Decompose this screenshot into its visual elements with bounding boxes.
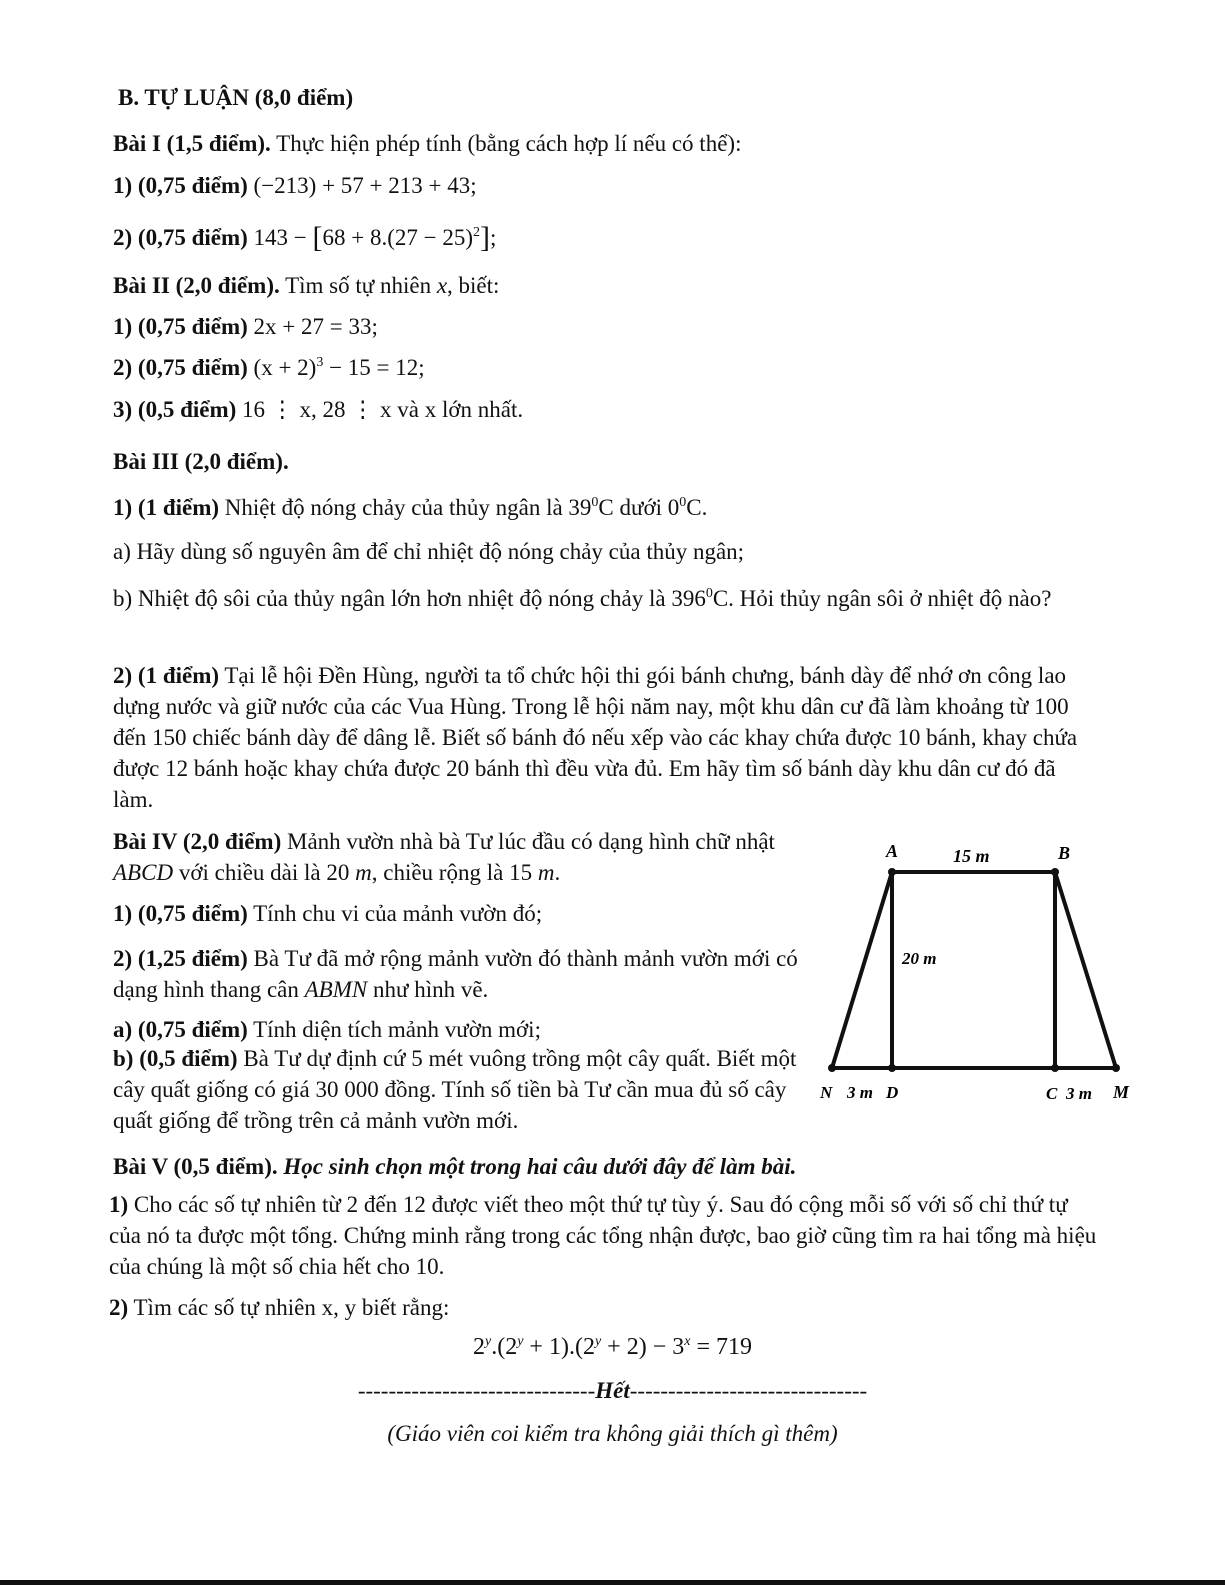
bai1-q1-expr: (−213) + 57 + 213 + 43;: [247, 173, 477, 198]
point-d: [888, 1064, 896, 1072]
bai2-q2-label: 2) (0,75 điểm): [113, 355, 248, 380]
bai4-text-b: với chiều dài là 20: [173, 860, 356, 885]
point-b: [1051, 868, 1059, 876]
exponent: 2: [473, 225, 481, 240]
var-x: x: [436, 273, 448, 298]
bai3-qa: a) Hãy dùng số nguyên âm để chỉ nhiệt độ nóng chảy của thủy ngân;: [113, 539, 745, 564]
eq-exp: x: [684, 1334, 691, 1349]
bai2-q2: [113, 352, 425, 383]
bai1-heading-line: [113, 128, 741, 159]
bai3-qb-part-b: C. Hỏi thủy ngân sôi ở nhiệt độ nào?: [712, 586, 1052, 611]
eq-exp: y: [517, 1334, 524, 1349]
dashes-left: -------------------------------: [357, 1378, 596, 1403]
bai5-q1-text: Cho các số tự nhiên từ 2 đến 12 được viết theo một thứ tự tùy ý. Sau đó cộng mỗi số với số chỉ thứ tự của nó ta được một tổng. Chứng minh rằng trong các tổng nhận được, bao giờ cũng tìm ra hai tổng mà hiệu của chúng là một số chia hết cho 10.: [109, 1192, 1097, 1279]
bai4-q1-text: Tính chu vi của mảnh vườn đó;: [247, 901, 543, 926]
bai2-q3-expr: 16 ⋮ x, 28 ⋮ x và x lớn nhất.: [236, 397, 524, 422]
bai4-intro: [113, 826, 803, 888]
label-cm: 3 m: [1066, 1084, 1092, 1103]
bai5-q1: [109, 1189, 1099, 1282]
bai3-q1-label: 1) (1 điểm): [113, 495, 220, 520]
section-title: B. TỰ LUẬN (8,0 điểm): [118, 85, 354, 110]
bai2-heading-line: [113, 270, 499, 301]
bai3-q1-part-c: C.: [686, 495, 708, 520]
label-top: 15 m: [953, 846, 990, 866]
point-c: [1051, 1064, 1059, 1072]
bai4-text-c: , chiều rộng là 15: [371, 860, 538, 885]
bai4-q1: [113, 898, 542, 929]
eq-part: 2: [472, 1334, 485, 1360]
right-bracket: ]: [480, 221, 491, 254]
bai3-q2-text: Tại lễ hội Đền Hùng, người ta tổ chức hội thi gói bánh chưng, bánh dày để nhớ ơn công lao dựng nước và giữ nước của các Vua Hùng. Trong lễ hội năm nay, một khu dân cư đã làm khoảng từ 100 đến 150 chiếc bánh dày để dâng lễ. Biết số bánh đó nếu xếp vào các khay chứa được 10 bánh, khay chứa được 12 bánh hoặc khay chứa được 20 bánh thì đều vừa đủ. Em hãy tìm số bánh dày khu dân cư đó đã làm.: [113, 663, 1078, 812]
unit-m: m: [537, 860, 555, 885]
bai2-q1-expr: 2x + 27 = 33;: [247, 314, 378, 339]
degree-mark: 0: [679, 495, 687, 510]
bai1-q2-end: ;: [490, 225, 497, 250]
label-c: C: [1046, 1084, 1058, 1103]
point-m: [1112, 1064, 1120, 1072]
eq-exp: y: [484, 1334, 492, 1349]
bai2-q1: [113, 311, 378, 342]
eq-part: + 2) − 3: [601, 1334, 685, 1360]
bai5-q1-label: 1): [109, 1192, 129, 1217]
bai1-q2-part-a: 143 −: [247, 225, 313, 250]
eq-part: .(2: [491, 1334, 518, 1360]
unit-m: m: [355, 860, 372, 885]
bai4-q2-text-a: Bà Tư đã mở rộng mảnh vườn đó thành mảnh vườn mới có dạng hình thang cân: [113, 946, 798, 1002]
bai2-text-b: , biết:: [447, 273, 500, 298]
bai4-text-a: Mảnh vườn nhà bà Tư lúc đầu có dạng hình chữ nhật: [281, 829, 775, 854]
bai5-equation: [0, 1331, 1225, 1363]
rect-name: ABCD: [113, 860, 174, 885]
bai1-q2: [113, 218, 496, 259]
bai1-q1: [113, 170, 477, 201]
bai2-text-a: Tìm số tự nhiên: [279, 273, 437, 298]
degree-mark: 0: [705, 586, 713, 601]
bai3-q2-label: 2) (1 điểm): [113, 663, 220, 688]
bai3-q1-part-b: C dưới 0: [598, 495, 680, 520]
left-bracket: [: [312, 221, 323, 254]
bai2-head: Bài II (2,0 điểm).: [113, 273, 280, 298]
label-a: A: [886, 841, 899, 861]
bai1-q2-part-b: 68 + 8.(27 − 25): [322, 225, 474, 250]
label-b: B: [1058, 843, 1071, 863]
bai3-qb-part-a: b) Nhiệt độ sôi của thủy ngân lớn hơn nhiệt độ nóng chảy là 396: [113, 586, 706, 611]
end-marker: Hết: [595, 1378, 630, 1403]
exponent: 3: [316, 355, 324, 370]
bai3-q1: [113, 492, 707, 523]
label-mid: 20 m: [902, 949, 937, 968]
bai4-q2-label: 2) (1,25 điểm): [113, 946, 248, 971]
label-nd: 3 m: [847, 1083, 873, 1102]
bai4-q2-text-b: như hình vẽ.: [367, 977, 489, 1002]
bai4-q1-label: 1) (0,75 điểm): [113, 901, 248, 926]
bai4-qa-label: a) (0,75 điểm): [113, 1017, 248, 1042]
bai4-qa-text: Tính diện tích mảnh vườn mới;: [247, 1017, 541, 1042]
dashes-right: -------------------------------: [629, 1378, 868, 1403]
bai1-q2-label: 2) (0,75 điểm): [113, 225, 248, 250]
bai3-qb: [113, 583, 1093, 614]
end-line: [0, 1375, 1225, 1406]
footer-note: (Giáo viên coi kiểm tra không giải thích gì thêm): [387, 1421, 838, 1446]
point-a: [888, 868, 896, 876]
bai2-q2-part-b: − 15 = 12;: [323, 355, 425, 380]
label-d: D: [886, 1083, 899, 1102]
degree-mark: 0: [591, 495, 599, 510]
bai1-text: Thực hiện phép tính (bằng cách hợp lí nếu có thể):: [270, 131, 742, 156]
bai2-q1-label: 1) (0,75 điểm): [113, 314, 248, 339]
label-n: N: [820, 1083, 833, 1102]
bai2-q3-label: 3) (0,5 điểm): [113, 397, 237, 422]
bai5-q2: [109, 1292, 449, 1323]
bai4-qb-text: Bà Tư dự định cứ 5 mét vuông trồng một cây quất. Biết một cây quất giống có giá 30 000 đồng. Tính số tiền bà Tư cần mua đủ số cây quất giống để trồng trên cả mảnh vườn mới.: [113, 1046, 797, 1133]
bai4-q2: [113, 943, 803, 1005]
bai5-heading-line: [113, 1151, 796, 1182]
bai5-head: Bài V (0,5 điểm).: [113, 1154, 278, 1179]
bai4-qb: [113, 1043, 803, 1136]
eq-part: + 1).(2: [523, 1334, 595, 1360]
point-n: [828, 1064, 836, 1072]
bai4-head: Bài IV (2,0 điểm): [113, 829, 282, 854]
bai2-q3: [113, 394, 523, 425]
bai3-q1-part-a: Nhiệt độ nóng chảy của thủy ngân là 39: [219, 495, 592, 520]
bai5-q2-label: 2): [109, 1295, 129, 1320]
bai5-instruction: Học sinh chọn một trong hai câu dưới đây để làm bài.: [277, 1154, 797, 1179]
eq-exp: y: [594, 1334, 602, 1349]
bai1-q1-label: 1) (0,75 điểm): [113, 173, 248, 198]
bai2-q2-part-a: (x + 2): [247, 355, 317, 380]
eq-part: = 719: [690, 1334, 752, 1360]
trapezoid-name: ABMN: [304, 977, 368, 1002]
bai4-qb-label: b) (0,5 điểm): [113, 1046, 238, 1071]
bai4-qa: [113, 1014, 541, 1045]
trapezoid-abmn: [832, 872, 1116, 1068]
bai3-q2: [113, 660, 1093, 815]
bottom-border: [0, 1580, 1225, 1585]
bai4-text-d: .: [554, 860, 561, 885]
trapezoid-figure: [810, 835, 1150, 1115]
label-m: M: [1113, 1082, 1130, 1102]
bai1-head: Bài I (1,5 điểm).: [113, 131, 271, 156]
bai5-q2-text: Tìm các số tự nhiên x, y biết rằng:: [128, 1295, 450, 1320]
bai3-head: Bài III (2,0 điểm).: [113, 449, 289, 474]
